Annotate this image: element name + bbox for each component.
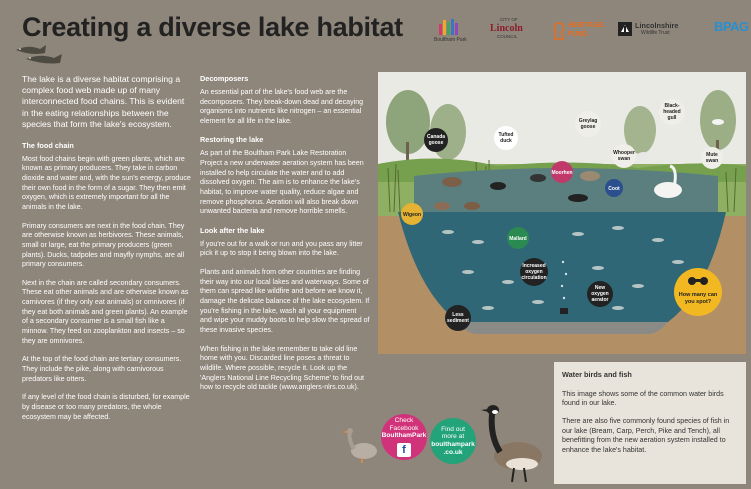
label-text: Moorhen [551,170,573,176]
website-badge-text: Find out [441,425,465,433]
label-text: circulation [521,275,547,281]
label-canada-goose [424,128,448,152]
label-text: goose [428,140,444,146]
lake-water [398,212,726,322]
infobox-paragraph: There are also five commonly found species of fish in our lake (Bream, Carp, Perch, Pike and Tench), all benefitting from the new aeration system installed to enhance the lake's habitat. [562,416,730,454]
lincoln-logo-top: CITY OF [500,17,518,22]
food-chain-paragraph: Next in the chain are called secondary consumers. These eat other animals and are otherwise known as carnivores (if they only eat animals) or omnivores (if they eat both animals and green plants). An example of a secondary consumer is a small fish like a minnow. They feed on zooplankton and insects – so they are omnivores. [22,278,189,345]
water-birds-infobox [554,362,746,484]
facebook-icon: f [397,443,411,457]
label-wigeon [401,203,423,225]
fish-illustration [14,44,72,66]
look-after-paragraph: When fishing in the lake remember to take old line home with you. Discarded line poses a threat to wildlife. Where possible, recycle it. Look up the 'Anglers National Line Recycling Scheme' to find out how to recycle old tackle (www.anglers-nlrs.co.uk). [200,344,364,392]
infobox-paragraph: This image shows some of the common water birds found in our lake. [562,389,724,408]
label-text: sediment [447,318,469,324]
bpag-logo: BPAG [714,19,749,34]
label-blackheaded-gull [659,99,685,125]
lincoln-logo-sub: COUNCIL [497,34,518,39]
label-sediment [445,305,471,331]
food-chain-paragraph: If any level of the food chain is disturbed, for example by disease or too many predators, the whole ecosystem may be affected. [22,393,190,421]
boultham-park-logo-icon [438,18,462,36]
greylag-goose-illustration [340,425,380,465]
label-text: oxygen [591,291,609,297]
label-mute-swan [701,147,723,169]
look-after-paragraph: If you're out for a walk or run and you pass any litter pick it up to stop it being blown into the lake. [200,239,363,258]
lincolnshire-logo-name: Lincolnshire [635,21,679,30]
label-text: Canada [426,134,446,140]
infobox-heading: Water birds and fish [562,370,632,379]
website-badge-text: more at [441,433,465,441]
label-text: Coot [608,186,620,192]
label-oxygen-circulation [520,258,548,286]
heritage-logo-line2: FUND [568,31,588,38]
label-text: oxygen [525,269,543,275]
page-title: Creating a diverse lake habitat [22,12,403,42]
lake-illustration [378,72,746,354]
label-text: Greylag [578,118,598,124]
restoring-text: As part of the Boultham Park Lake Restoration Project a new underwater aeration system has been installed to help circulate the water and to add dissolved oxygen. The aim is to enhance the lake's habitat, to improve water quality, reduce algae and remove phosphorus. Aeration will also break down unwanted bacteria and remove horrible smells. [200,149,364,216]
label-text: Black- [664,103,680,109]
label-text: Increased [522,263,546,269]
decomposers-text: An essential part of the lake's food web are the decomposers. They break-down dead and decaying organisms into nutrients like nitrogen – an essential element for all life in the lake. [200,87,364,125]
decomposers-heading: Decomposers [200,74,249,83]
info-column [200,74,370,402]
label-whooper-swan [612,144,636,168]
lincoln-logo-name: Lincoln [490,23,523,34]
label-text: Less [452,312,464,318]
label-text: swan [617,156,631,162]
look-after-heading: Look after the lake [200,225,265,235]
label-text: Tufted [498,132,514,138]
food-chain-paragraph: Primary consumers are next in the food chain. They are otherwise known as herbivores. These animals, small or large, eat the primary producers (green plants). Ducks, tadpoles and mayfly nymphs, are all primary consumers. [22,221,185,269]
lincolnshire-logo-sub: Wildlife Trust [641,30,670,36]
label-text: goose [580,124,596,130]
label-text: headed [663,109,681,115]
label-text: duck [500,138,512,144]
facebook-badge-text: Check [394,417,414,425]
intro-column [22,74,192,431]
spot-text: How many can [678,292,718,298]
sponsor-logos [434,17,749,50]
label-text: aerator [591,297,609,303]
label-greylag-goose [575,111,601,137]
canada-goose-illustration [478,396,552,486]
label-text: Mute [706,152,718,158]
look-after-paragraph: Plants and animals from other countries are finding their way into our local lakes and waterways. Some of them can spread like wildfire and before we know it, damage the delicate balance of the lake ecosystem. If you're fishing in the lake, wash all your equipment and wipe your muddy boots to help slow the spread of these invasive species. [200,268,370,334]
label-coot [605,179,623,197]
label-aerator [587,281,613,307]
label-text: gull [667,115,677,121]
website-badge-text: .co.uk [443,448,463,456]
facebook-badge[interactable] [381,414,427,460]
label-moorhen [551,161,573,183]
label-mallard [507,227,529,249]
label-tufted-duck [494,126,518,150]
restoring-heading: Restoring the lake [200,135,264,145]
website-badge-text: boulthampark [431,441,475,448]
label-text: New [594,285,606,291]
heritage-fund-logo-icon [552,21,566,41]
heritage-logo-line1: HERITAGE [568,22,604,29]
spot-badge [674,268,722,316]
aerator-unit [560,308,568,314]
spot-text: you spot? [684,299,712,305]
food-chain-paragraph: Most food chains begin with green plants, which are known as primary producers. They take in carbon dioxide and water and, with the sun's energy, produce their own food in the form of a sugar. They then emit oxygen, which is extremely important for all the animals in the lake. [22,154,191,211]
label-text: Mallard [509,236,527,242]
facebook-badge-text: Facebook [389,424,419,432]
label-text: Wigeon [402,212,422,218]
facebook-badge-text: BoulthamPark [381,432,427,440]
intro-text: The lake is a diverse habitat comprising a complex food web made up of many interconnected food chains. This is evident in the eating relationships between the species that form the lake's ecosystem. [22,74,185,129]
boultham-logo-text: Boultham Park [434,37,467,43]
website-badge[interactable] [430,418,476,464]
food-chain-heading: The food chain [22,140,74,150]
label-text: swan [705,158,719,164]
lincolnshire-wildlife-badger-icon [618,22,632,36]
label-text: Whooper [613,150,635,156]
food-chain-paragraph: At the top of the food chain are tertiary consumers. They include the pike, along with carnivorous predators like otters. [22,355,182,383]
